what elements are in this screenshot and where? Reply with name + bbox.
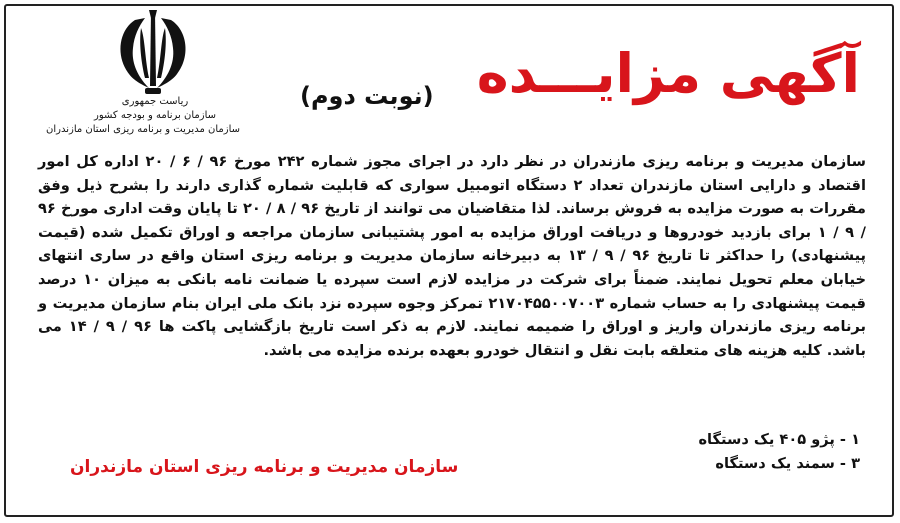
org-line-province: سازمان مدیریت و برنامه ریزی استان مازندران	[46, 124, 240, 135]
organization-block	[46, 95, 240, 137]
notice-body	[38, 150, 866, 362]
notice-round: (نوبت دوم)	[300, 82, 434, 110]
signature: سازمان مدیریت و برنامه ریزی استان مازندران	[70, 457, 459, 477]
body-paragraph: سازمان مدیریت و برنامه ریزی مازندران در نظر دارد در اجرای مجوز شماره ۲۴۲ مورخ ۹۶ / ۶ / ۲۰ اداره کل امور اقتصاد و دارایی استان مازندران تعداد ۲ دستگاه اتومبیل سواری که قابلیت شماره گذاری دارند را بشرح ذیل وفق مقررات به صورت مزایده به فروش برساند. لذا متقاضیان می توانند از تاریخ ۹۶ / ۸ / ۲۰ تا پایان وقت اداری مورخ ۹۶ / ۹ / ۱ برای بازدید خودروها و دریافت اوراق مزایده به امور پشتیبانی سازمان مراجعه و اوراق تکمیل شده (قیمت پیشنهادی) را حداکثر تا تاریخ ۹۶ / ۹ / ۱۳ به دبیرخانه سازمان مدیریت و برنامه ریزی استان واقع در ساری انتهای خیابان معلم تحویل نمایند. ضمناً برای شرکت در مزایده لازم است سپرده یا ضمانت نامه بانکی به میزان ۱۰ درصد قیمت پیشنهادی را به حساب شماره ۲۱۷۰۴۵۵۰۰۷۰۰۳ تمرکز وجوه سپرده نزد بانک ملی ایران بنام سازمان مدیریت و برنامه ریزی مازندران واریز و اوراق را ضمیمه نمایند. لازم به ذکر است تاریخ بازگشایی پاکت ها ۹۶ / ۹ / ۱۴ می باشد. کلیه هزینه های متعلقه بابت نقل و انتقال خودرو بعهده برنده مزایده می باشد.	[38, 153, 867, 359]
iran-emblem-icon	[105, 8, 201, 98]
list-item: ۳ - سمند یک دستگاه	[715, 454, 860, 472]
org-line-budget: سازمان برنامه و بودجه کشور	[93, 110, 217, 121]
headline	[300, 42, 860, 122]
org-line-presidency: ریاست جمهوری	[121, 96, 189, 107]
notice-title: آگهی مزایـــده	[476, 42, 860, 105]
list-item: ۱ - پژو ۴۰۵ یک دستگاه	[698, 431, 860, 448]
vehicle-list	[698, 428, 860, 475]
